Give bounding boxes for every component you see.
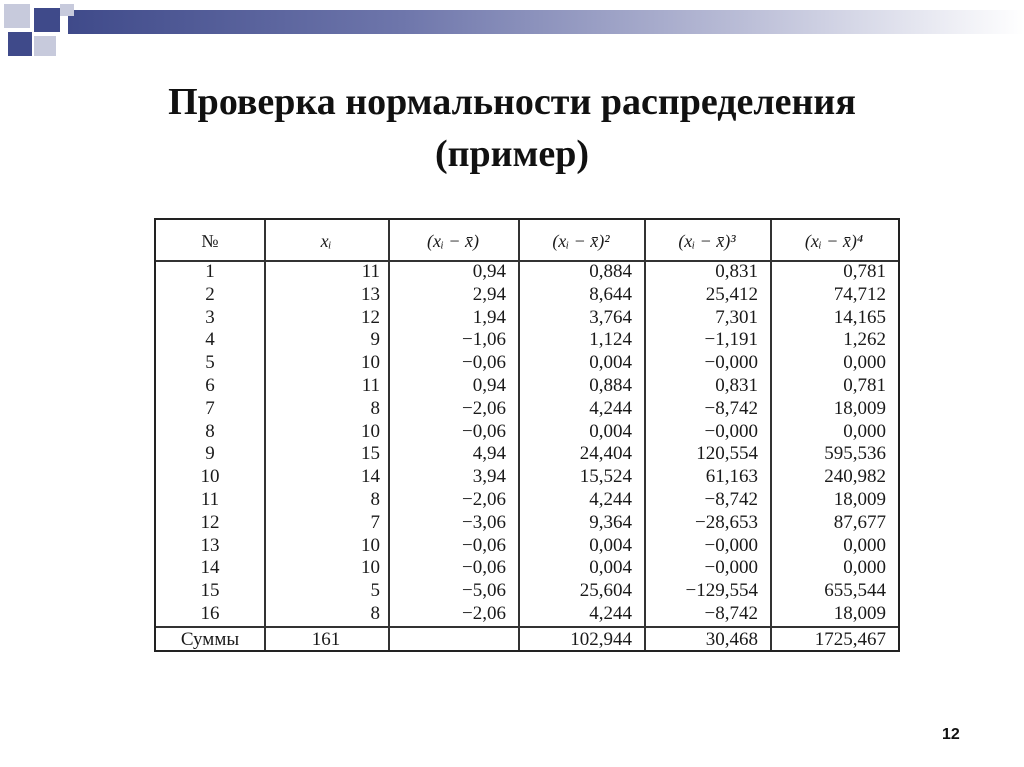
cell-x: 5 <box>370 580 380 602</box>
cell-deviation-squared: 0,004 <box>589 557 632 579</box>
cell-deviation-squared: 15,524 <box>579 466 632 488</box>
cell-deviation: −2,06 <box>462 603 506 624</box>
page-number: 12 <box>942 726 960 743</box>
cell-deviation-squared: 24,404 <box>579 443 632 465</box>
cell-deviation-fourth: 18,009 <box>833 397 886 419</box>
cell-deviation: 0,94 <box>472 261 506 282</box>
cell-number: 16 <box>200 603 220 624</box>
cell-deviation-cubed: 0,831 <box>715 375 758 396</box>
cell-number: 15 <box>200 580 220 602</box>
cell-deviation-cubed: −28,653 <box>695 511 758 533</box>
cell-deviation-cubed: −8,742 <box>704 397 758 419</box>
header-x: xᵢ <box>320 231 332 251</box>
cell-x: 13 <box>361 283 380 305</box>
cell-deviation-cubed: 61,163 <box>705 466 758 488</box>
cell-number: 4 <box>205 329 215 351</box>
cell-deviation-squared: 0,004 <box>589 352 632 374</box>
cell-deviation-cubed: −8,742 <box>704 603 758 624</box>
cell-deviation: −2,06 <box>462 489 506 510</box>
cell-deviation-cubed: −0,000 <box>704 352 758 374</box>
cell-number: 1 <box>205 261 215 282</box>
cell-deviation: −0,06 <box>462 557 506 579</box>
cell-deviation-squared: 3,764 <box>589 306 632 328</box>
sum-x: 161 <box>311 629 341 650</box>
cell-number: 5 <box>205 352 215 374</box>
cell-number: 12 <box>200 511 220 533</box>
header-deviation-cubed: (xᵢ − x̄)³ <box>678 231 736 251</box>
cell-deviation: 1,94 <box>472 306 506 328</box>
sum-label: Суммы <box>180 629 240 650</box>
cell-deviation-squared: 0,004 <box>589 534 632 556</box>
cell-x: 7 <box>370 511 380 533</box>
cell-deviation-squared: 1,124 <box>589 329 632 351</box>
cell-deviation: 4,94 <box>472 443 506 465</box>
cell-x: 10 <box>361 352 380 374</box>
cell-deviation-squared: 9,364 <box>589 511 632 533</box>
cell-deviation-cubed: 120,554 <box>696 443 758 465</box>
cell-deviation-squared: 0,884 <box>589 375 632 396</box>
cell-deviation-fourth: 240,982 <box>824 466 886 488</box>
normality-check-table <box>154 218 900 652</box>
cell-deviation: −1,06 <box>462 329 506 351</box>
cell-deviation: −3,06 <box>462 511 506 533</box>
cell-number: 10 <box>200 466 220 488</box>
cell-deviation: −0,06 <box>462 420 506 442</box>
cell-number: 14 <box>200 557 220 579</box>
cell-x: 8 <box>370 603 380 624</box>
cell-number: 11 <box>200 489 220 510</box>
cell-deviation-fourth: 0,000 <box>843 420 886 442</box>
cell-deviation-squared: 8,644 <box>589 283 632 305</box>
cell-deviation: −5,06 <box>462 580 506 602</box>
decor-square <box>4 4 30 28</box>
cell-number: 2 <box>205 283 215 305</box>
cell-x: 10 <box>361 420 380 442</box>
cell-number: 3 <box>205 306 215 328</box>
decor-square <box>8 32 32 56</box>
cell-x: 11 <box>361 261 380 282</box>
cell-number: 7 <box>205 397 215 419</box>
slide-subtitle: (пример) <box>434 133 590 175</box>
sum-deviation-squared: 102,944 <box>570 629 632 650</box>
slide-title: Проверка нормальности распределения <box>168 81 856 123</box>
cell-x: 8 <box>370 397 380 419</box>
cell-deviation: −0,06 <box>462 534 506 556</box>
cell-number: 8 <box>205 420 215 442</box>
slide-header-decoration <box>0 0 1024 62</box>
decor-square <box>34 36 56 56</box>
header-deviation: (xᵢ − x̄) <box>427 231 479 251</box>
cell-x: 8 <box>370 489 380 510</box>
cell-x: 12 <box>361 306 380 328</box>
cell-deviation-cubed: 25,412 <box>705 283 758 305</box>
cell-deviation-cubed: 0,831 <box>715 261 758 282</box>
cell-deviation-fourth: 655,544 <box>824 580 886 602</box>
cell-deviation-fourth: 595,536 <box>824 443 886 465</box>
cell-x: 10 <box>361 534 380 556</box>
sum-divider <box>156 626 898 628</box>
cell-deviation-cubed: −129,554 <box>685 580 758 602</box>
cell-number: 6 <box>205 375 215 396</box>
cell-deviation-cubed: −0,000 <box>704 534 758 556</box>
header-number: № <box>201 231 219 251</box>
cell-deviation-cubed: −1,191 <box>704 329 758 351</box>
header-deviation-squared: (xᵢ − x̄)² <box>552 231 610 251</box>
cell-deviation-squared: 0,004 <box>589 420 632 442</box>
cell-deviation-fourth: 87,677 <box>833 511 886 533</box>
cell-deviation-fourth: 0,000 <box>843 534 886 556</box>
cell-deviation-squared: 0,884 <box>589 261 632 282</box>
cell-deviation-cubed: −0,000 <box>704 557 758 579</box>
cell-deviation-squared: 4,244 <box>589 603 632 624</box>
header-gradient-band <box>68 10 1024 34</box>
cell-deviation-fourth: 0,000 <box>843 557 886 579</box>
sum-deviation-fourth: 1725,467 <box>814 629 886 650</box>
cell-x: 11 <box>361 375 380 396</box>
cell-deviation: 3,94 <box>472 466 506 488</box>
cell-deviation: −0,06 <box>462 352 506 374</box>
cell-x: 9 <box>370 329 380 351</box>
cell-deviation-cubed: −0,000 <box>704 420 758 442</box>
cell-deviation-cubed: −8,742 <box>704 489 758 510</box>
decor-square <box>60 4 74 16</box>
cell-deviation: 0,94 <box>472 375 506 396</box>
cell-number: 13 <box>200 534 220 556</box>
cell-deviation-fourth: 18,009 <box>833 489 886 510</box>
cell-deviation-fourth: 0,781 <box>843 261 886 282</box>
cell-deviation-fourth: 0,000 <box>843 352 886 374</box>
cell-number: 9 <box>205 443 215 465</box>
cell-deviation-squared: 4,244 <box>589 489 632 510</box>
decor-square <box>34 8 60 32</box>
sum-deviation-cubed: 30,468 <box>705 629 758 650</box>
cell-x: 14 <box>361 466 380 488</box>
cell-deviation-fourth: 74,712 <box>833 283 886 305</box>
cell-deviation: 2,94 <box>472 283 506 305</box>
cell-deviation-fourth: 18,009 <box>833 603 886 624</box>
cell-deviation-fourth: 14,165 <box>833 306 886 328</box>
cell-deviation-fourth: 1,262 <box>843 329 886 351</box>
cell-x: 10 <box>361 557 380 579</box>
cell-x: 15 <box>361 443 380 465</box>
cell-deviation-squared: 4,244 <box>589 397 632 419</box>
cell-deviation: −2,06 <box>462 397 506 419</box>
cell-deviation-cubed: 7,301 <box>715 306 758 328</box>
sum-deviation <box>388 629 506 651</box>
cell-deviation-squared: 25,604 <box>579 580 632 602</box>
header-deviation-fourth: (xᵢ − x̄)⁴ <box>804 231 864 251</box>
cell-deviation-fourth: 0,781 <box>843 375 886 396</box>
